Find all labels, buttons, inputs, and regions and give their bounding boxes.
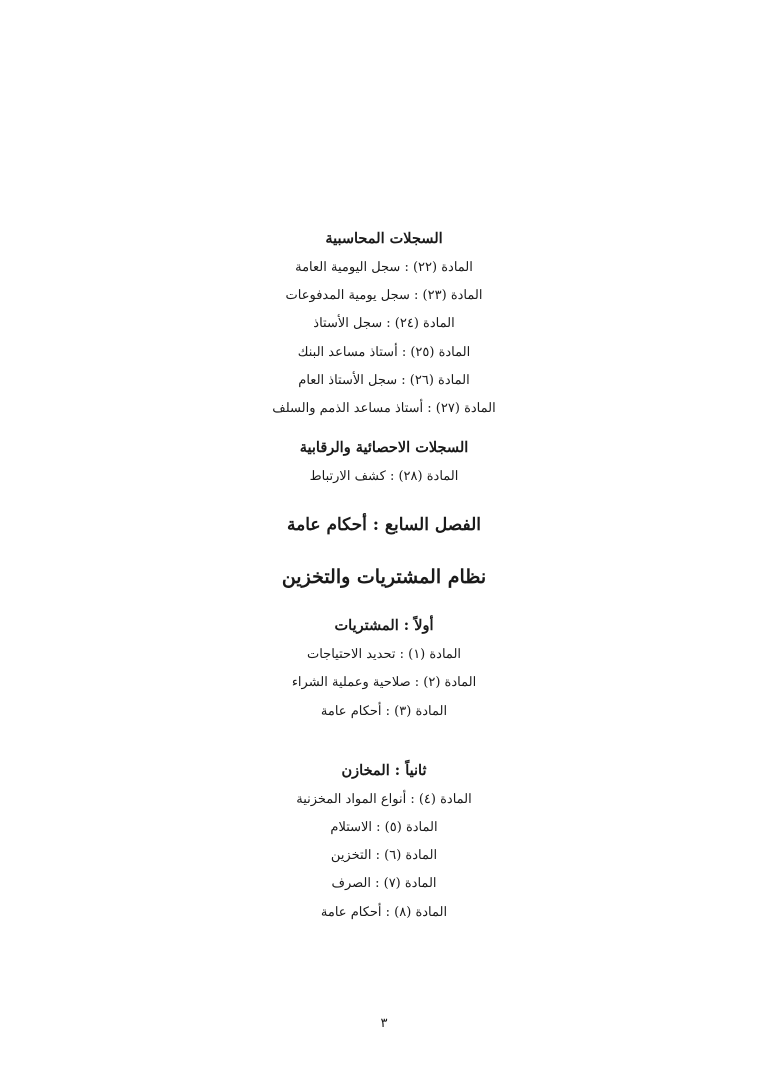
toc-entry: المادة (٢٣) : سجل يومية المدفوعات	[285, 288, 483, 303]
toc-entry: المادة (١) : تحديد الاحتياجات	[306, 647, 462, 662]
toc-entry: المادة (٢٨) : كشف الارتباط	[309, 469, 459, 484]
toc-entry: المادة (٢٤) : سجل الأستاذ	[313, 316, 455, 332]
chapter-title: الفصل السابع : أحكام عامة	[287, 515, 481, 536]
toc-entry: المادة (٤) : أنواع المواد المخزنية	[296, 791, 472, 807]
toc-entry: المادة (٢٥) : أستاذ مساعد البنك	[297, 344, 471, 360]
spacer	[200, 730, 568, 760]
spacer	[200, 427, 568, 437]
page-number: ٣	[380, 1016, 388, 1031]
section-heading-statistical-records: السجلات الاحصائية والرقابية	[299, 439, 469, 457]
toc-entry: المادة (٣) : أحكام عامة	[320, 703, 448, 719]
toc-entry: المادة (٢٢) : سجل اليومية العامة	[295, 259, 473, 275]
spacer	[200, 591, 568, 615]
toc-entry: المادة (٥) : الاستلام	[330, 819, 438, 835]
section-heading-accounting-records: السجلات المحاسبية	[325, 230, 443, 247]
page-title: نظام المشتريات والتخزين	[281, 565, 487, 588]
sub-heading-warehouses: ثانياً : المخازن	[341, 761, 427, 779]
toc-entry: المادة (٧) : الصرف	[331, 876, 437, 892]
toc-entry: المادة (٢) : صلاحية وعملية الشراء	[291, 675, 477, 691]
toc-entry: المادة (٢٦) : سجل الأستاذ العام	[298, 372, 470, 388]
toc-entry: المادة (٨) : أحكام عامة	[320, 904, 448, 920]
table-of-contents	[200, 228, 568, 931]
toc-entry: المادة (٦) : التخزين	[330, 848, 438, 863]
spacer	[200, 495, 568, 513]
toc-entry: المادة (٢٧) : أستاذ مساعد الذمم والسلف	[272, 401, 496, 416]
sub-heading-purchases: أولاً : المشتريات	[334, 617, 434, 635]
spacer	[200, 539, 568, 563]
